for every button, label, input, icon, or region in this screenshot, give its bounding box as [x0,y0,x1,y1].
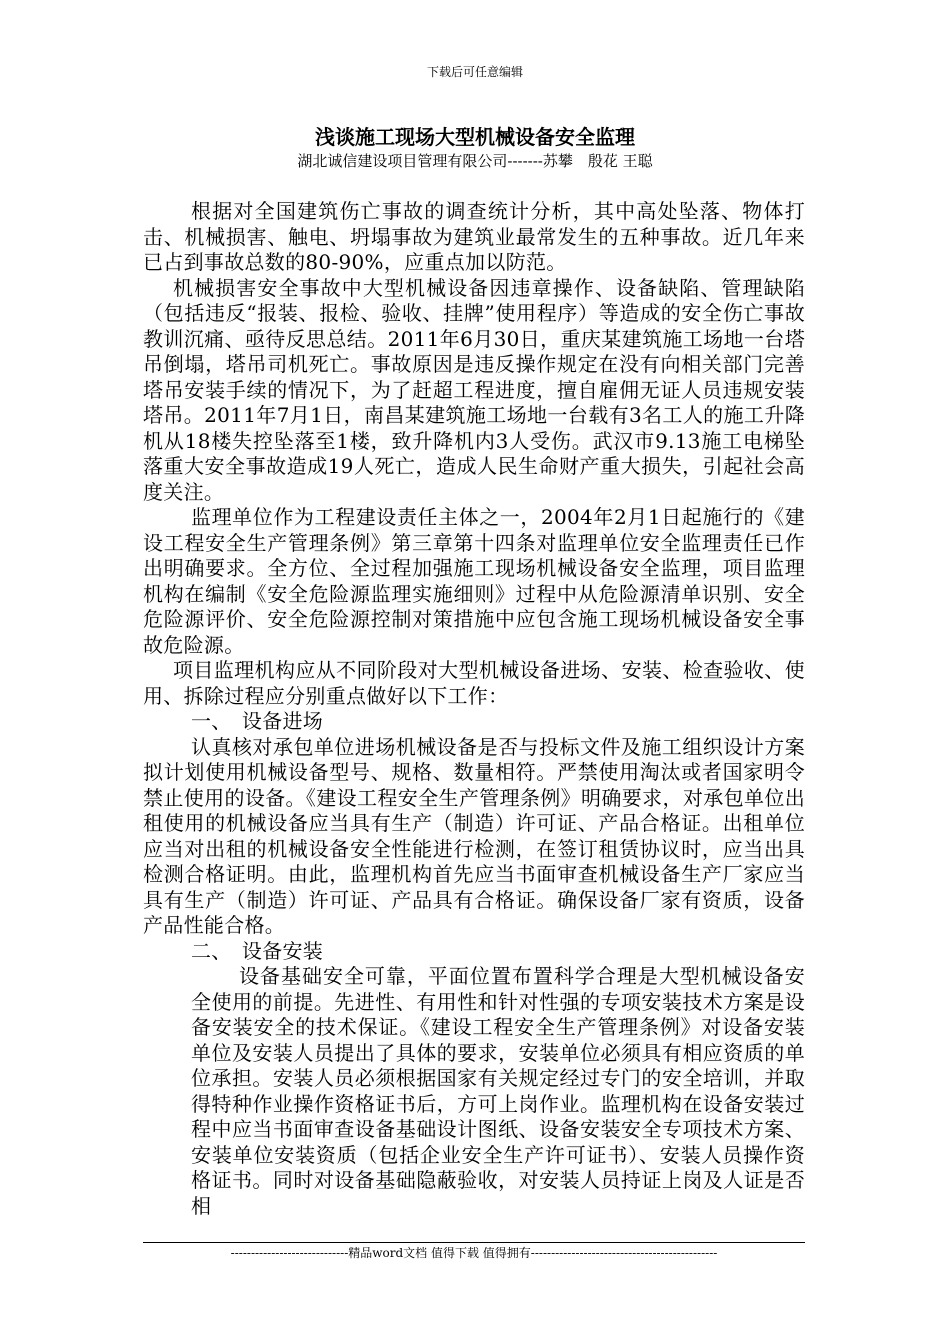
paragraph-intro: 根据对全国建筑伤亡事故的调查统计分析，其中高处坠落、物体打击、机械损害、触电、坍塌事故为建筑业最常发生的五种事故。近几年来已占到事故总数的80-90%，应重点加以防范。 [143,199,805,274]
paragraph-stages: 项目监理机构应从不同阶段对大型机械设备进场、安装、检查验收、使用、拆除过程应分别重点做好以下工作： [143,658,805,708]
paragraph-responsibility: 监理单位作为工程建设责任主体之一，2004年2月1日起施行的《建设工程安全生产管理条例》第三章第十四条对监理单位安全监理责任已作出明确要求。全方位、全过程加强施工现场机械设备安全监理，项目监理机构在编制《安全危险源监理实施细则》过程中从危险源清单识别、安全危险源评价、安全危险源控制对策措施中应包含施工现场机械设备安全事故危险源。 [143,505,805,657]
paragraph-accidents: 机械损害安全事故中大型机械设备因违章操作、设备缺陷、管理缺陷（包括违反“报装、报检、验收、挂牌”使用程序）等造成的安全伤亡事故教训沉痛、亟待反思总结。2011年6月30日，重庆某建筑施工场地一台塔吊倒塌，塔吊司机死亡。事故原因是违反操作规定在没有向相关部门完善塔吊安装手续的情况下，为了赶超工程进度，擅自雇佣无证人员违规安装塔吊。2011年7月1日，南昌某建筑施工场地一台载有3名工人的施工升降机从18楼失控坠落至1楼，致升降机内3人受伤。武汉市9.13施工电梯坠落重大安全事故造成19人死亡，造成人民生命财产重大损失，引起社会高度关注。 [143,275,805,504]
document-title: 浅谈施工现场大型机械设备安全监理 [315,125,635,149]
author-byline: 湖北诚信建设项目管理有限公司-------苏攀 殷花 王聪 [297,152,653,170]
paragraph-install: 设备基础安全可靠，平面位置布置科学合理是大型机械设备安全使用的前提。先进性、有用性和针对性强的专项安装技术方案是设备安装安全的技术保证。《建设工程安全生产管理条例》对设备安装单位及安装人员提出了具体的要求，安装单位必须具有相应资质的单位承担。安装人员必须根据国家有关规定经过专门的安全培训，并取得特种作业操作资格证书后，方可上岗作业。监理机构在设备安装过程中应当书面审查设备基础设计图纸、设备安装安全专项技术方案、安装单位安装资质（包括企业安全生产许可证书）、安装人员操作资格证书。同时对设备基础隐蔽验收，对安装人员持证上岗及人证是否相 [191,964,805,1218]
footer-rule [143,1242,805,1243]
header-note: 下载后可任意编辑 [426,65,523,79]
section-heading-entry: 一、 设备进场 [191,709,324,733]
paragraph-entry: 认真核对承包单位进场机械设备是否与投标文件及施工组织设计方案拟计划使用机械设备型号、规格、数量相符。严禁使用淘汰或者国家明令禁止使用的设备。《建设工程安全生产管理条例》明确要求，对承包单位出租使用的机械设备应当具有生产（制造）许可证、产品合格证。出租单位应当对出租的机械设备安全性能进行检测，在签订租赁协议时，应当出具检测合格证明。由此，监理机构首先应当书面审查机械设备生产厂家应当具有生产（制造）许可证、产品具有合格证。确保设备厂家有资质，设备产品性能合格。 [143,734,805,937]
document-body [143,199,805,1219]
section-heading-install: 二、 设备安装 [191,938,324,963]
footer-note: -----------------------------精品word文档 值得下载 值得拥有---------------------------------------------- [230,1246,718,1260]
